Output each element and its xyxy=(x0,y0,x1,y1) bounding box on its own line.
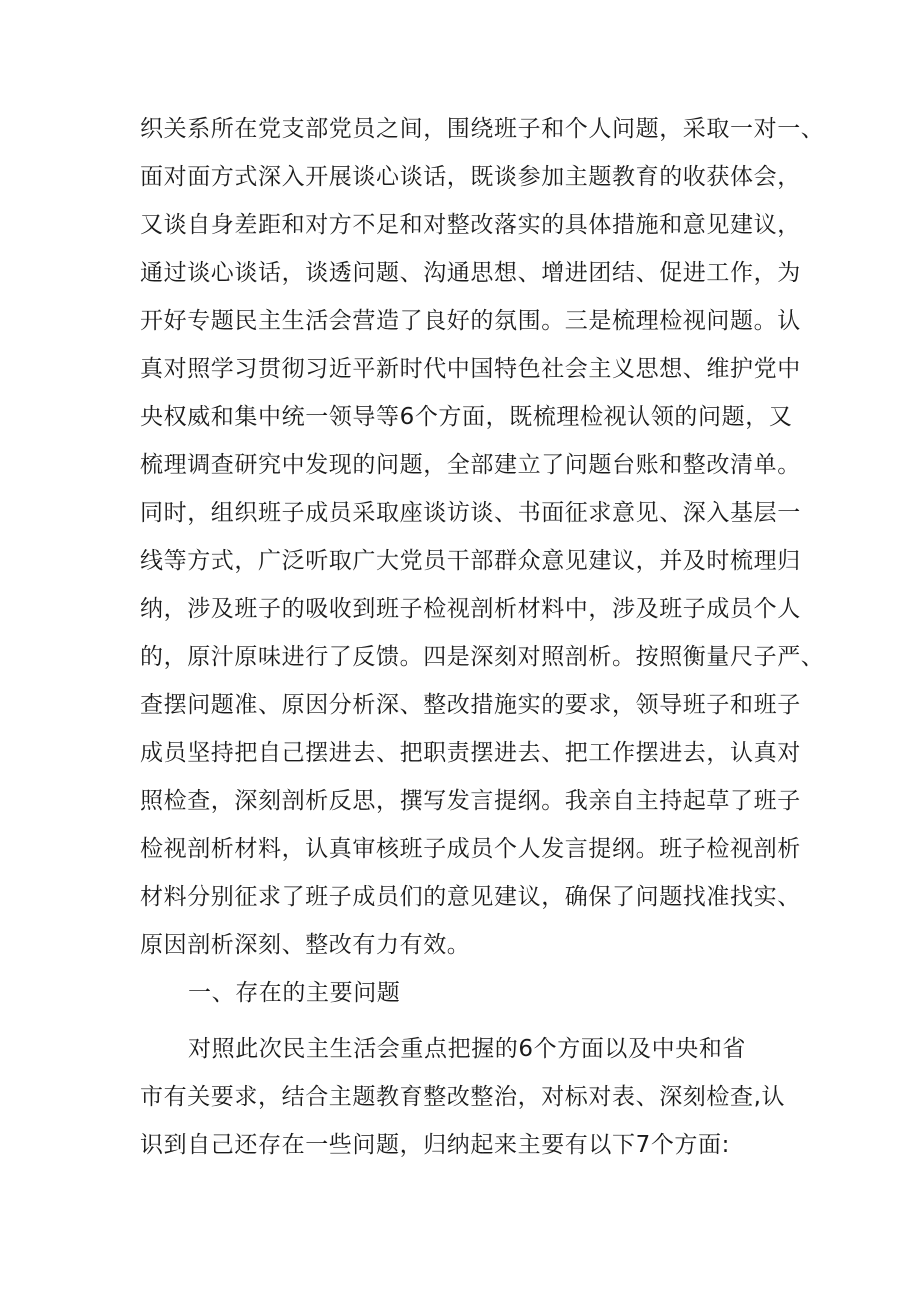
section-heading: 一、存在的主要问题 xyxy=(188,980,401,1006)
body-line: 纳，涉及班子的吸收到班子检视剖析材料中，涉及班子成员个人 xyxy=(140,596,801,622)
body-line: 线等方式，广泛听取广大党员干部群众意见建议，并及时梳理归 xyxy=(140,548,801,574)
body-line: 的，原汁原味进行了反馈。四是深刻对照剖析。按照衡量尺子严、 xyxy=(140,644,825,670)
body-line: 真对照学习贯彻习近平新时代中国特色社会主义思想、维护党中 xyxy=(140,356,801,382)
body-line: 面对面方式深入开展谈心谈话，既谈参加主题教育的收获体会， xyxy=(140,164,801,190)
para2-line: 对照此次民主生活会重点把握的6个方面以及中央和省 xyxy=(188,1036,747,1062)
body-line: 央权威和集中统一领导等6个方面，既梳理检视认领的问题，又 xyxy=(140,404,793,430)
para2-line: 识到自己还存在一些问题，归纳起来主要有以下7个方面: xyxy=(140,1132,730,1158)
body-line: 检视剖析材料，认真审核班子成员个人发言提纲。班子检视剖析 xyxy=(140,836,801,862)
body-line: 开好专题民主生活会营造了良好的氛围。三是梳理检视问题。认 xyxy=(140,308,801,334)
body-line: 又谈自身差距和对方不足和对整改落实的具体措施和意见建议， xyxy=(140,212,801,238)
body-line: 查摆问题准、原因分析深、整改措施实的要求，领导班子和班子 xyxy=(140,692,801,718)
body-line: 原因剖析深刻、整改有力有效。 xyxy=(140,932,471,958)
body-line: 梳理调查研究中发现的问题，全部建立了问题台账和整改清单。 xyxy=(140,452,801,478)
body-line: 照检查，深刻剖析反思，撰写发言提纲。我亲自主持起草了班子 xyxy=(140,788,801,814)
body-line: 同时，组织班子成员采取座谈访谈、书面征求意见、深入基层一 xyxy=(140,500,801,526)
body-line: 通过谈心谈话，谈透问题、沟通思想、增进团结、促进工作，为 xyxy=(140,260,801,286)
body-line: 成员坚持把自己摆进去、把职责摆进去、把工作摆进去，认真对 xyxy=(140,740,801,766)
para2-line: 市有关要求，结合主题教育整改整治，对标对表、深刻检查,认 xyxy=(140,1084,786,1110)
body-line: 材料分别征求了班子成员们的意见建议，确保了问题找准找实、 xyxy=(140,884,801,910)
body-line: 织关系所在党支部党员之间，围绕班子和个人问题，采取一对一、 xyxy=(140,116,825,142)
